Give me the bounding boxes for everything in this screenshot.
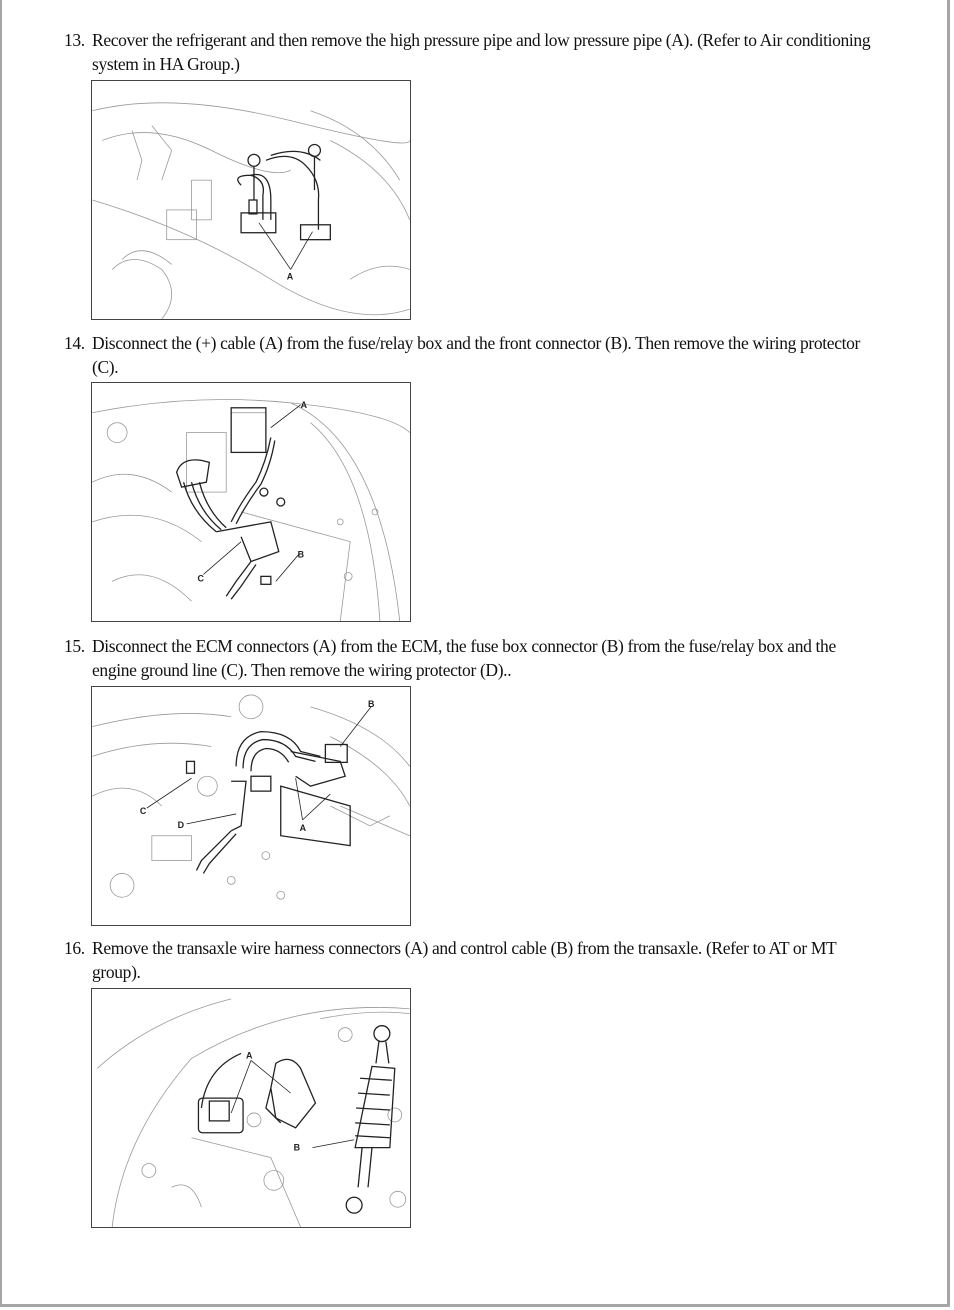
fuse-relay-box-illustration xyxy=(92,383,410,621)
step-14 xyxy=(64,331,884,379)
callout-label-a: A xyxy=(299,822,307,833)
figure-step-15 xyxy=(91,686,411,926)
callout-label-c: C xyxy=(197,573,204,584)
step-number: 15. xyxy=(64,636,85,656)
ecm-connectors-illustration xyxy=(92,687,410,925)
transaxle-illustration xyxy=(92,989,410,1227)
step-13 xyxy=(64,28,884,76)
callout-leader xyxy=(259,223,291,270)
callout-label-b: B xyxy=(293,1142,301,1153)
callout-label-a: A xyxy=(246,1050,253,1061)
figure-step-14 xyxy=(91,382,411,622)
step-text: Remove the transaxle wire harness connectors (A) and control cable (B) from the transaxle. (Refer to AT or MT group). xyxy=(92,938,837,982)
step-15 xyxy=(64,634,884,682)
figure-step-13 xyxy=(91,80,411,320)
callout-leader xyxy=(291,232,313,270)
ac-pipes-illustration xyxy=(92,81,410,319)
step-text: Recover the refrigerant and then remove the high pressure pipe and low pressure pipe (A). (Refer to Air conditioning system in HA Group.) xyxy=(92,30,871,74)
callout-label-a: A xyxy=(286,271,294,282)
callout-label-b: B xyxy=(297,549,305,560)
step-number: 13. xyxy=(64,30,85,50)
step-number: 14. xyxy=(64,333,85,353)
callout-label-d: D xyxy=(177,819,185,830)
callout-label-a: A xyxy=(300,399,308,410)
callout-label-b: B xyxy=(368,698,375,709)
callout-label-c: C xyxy=(139,805,147,816)
step-number: 16. xyxy=(64,938,85,958)
figure-step-16 xyxy=(91,988,411,1228)
step-16 xyxy=(64,936,884,984)
step-text: Disconnect the (+) cable (A) from the fuse/relay box and the front connector (B). Then remove the wiring protector (C). xyxy=(92,333,861,377)
step-text: Disconnect the ECM connectors (A) from the ECM, the fuse box connector (B) from the fuse/relay box and the engine ground line (C). Then remove the wiring protector (D).. xyxy=(92,636,836,680)
